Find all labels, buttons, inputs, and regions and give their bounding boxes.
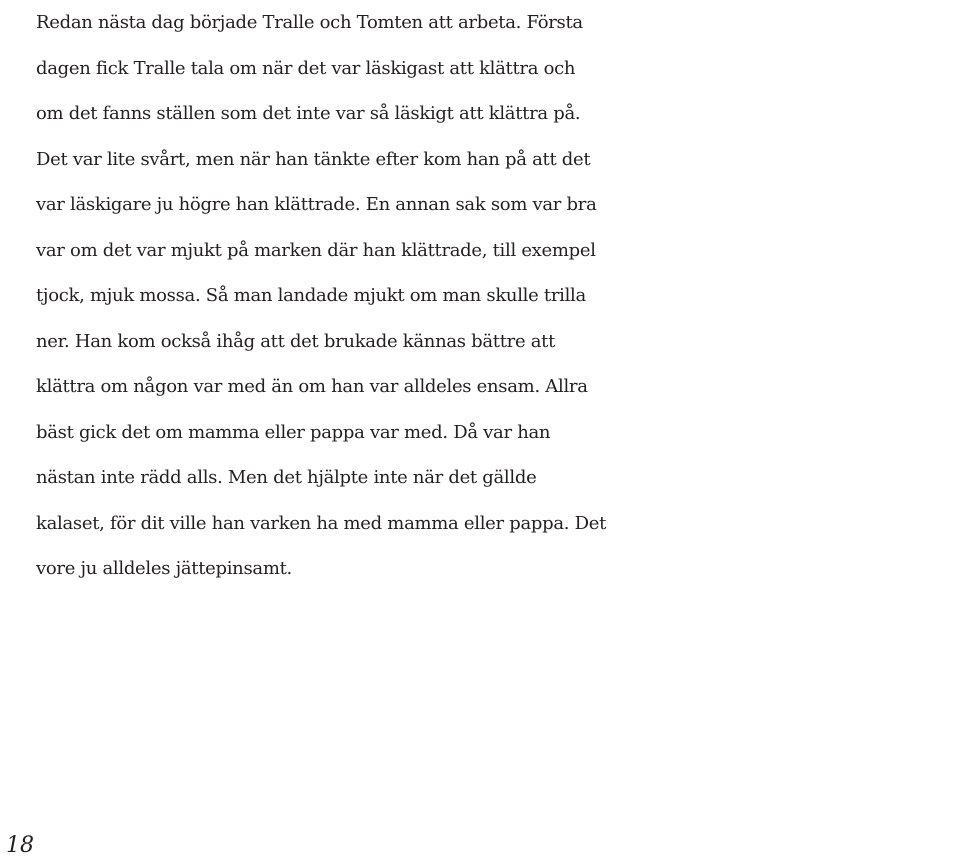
text-line: ner. Han kom också ihåg att det brukade kännas bättre att (36, 330, 556, 352)
page-number: 18 (6, 833, 34, 858)
text-line: klättra om någon var med än om han var alldeles ensam. Allra (36, 376, 588, 397)
text-line: Redan nästa dag började Tralle och Tomten att arbeta. Första (36, 12, 583, 33)
text-line: var om det var mjukt på marken där han klättrade, till exempel (36, 239, 596, 261)
text-line: vore ju alldeles jättepinsamt. (36, 558, 292, 579)
text-line: dagen fick Tralle tala om när det var läskigast att klättra och (36, 57, 576, 79)
text-line: nästan inte rädd alls. Men det hjälpte inte när det gällde (36, 467, 537, 488)
text-line: om det fanns ställen som det inte var så läskigt att klättra på. (36, 103, 581, 124)
text-line: var läskigare ju högre han klättrade. En annan sak som var bra (36, 194, 597, 215)
text-line: kalaset, för dit ville han varken ha med mamma eller pappa. Det (36, 512, 607, 534)
text-line: bäst gick det om mamma eller pappa var med. Då var han (36, 421, 551, 443)
text-line: tjock, mjuk mossa. Så man landade mjukt om man skulle trilla (36, 285, 586, 306)
text-line: Det var lite svårt, men när han tänkte efter kom han på att det (36, 148, 591, 170)
story-text (36, 0, 956, 592)
